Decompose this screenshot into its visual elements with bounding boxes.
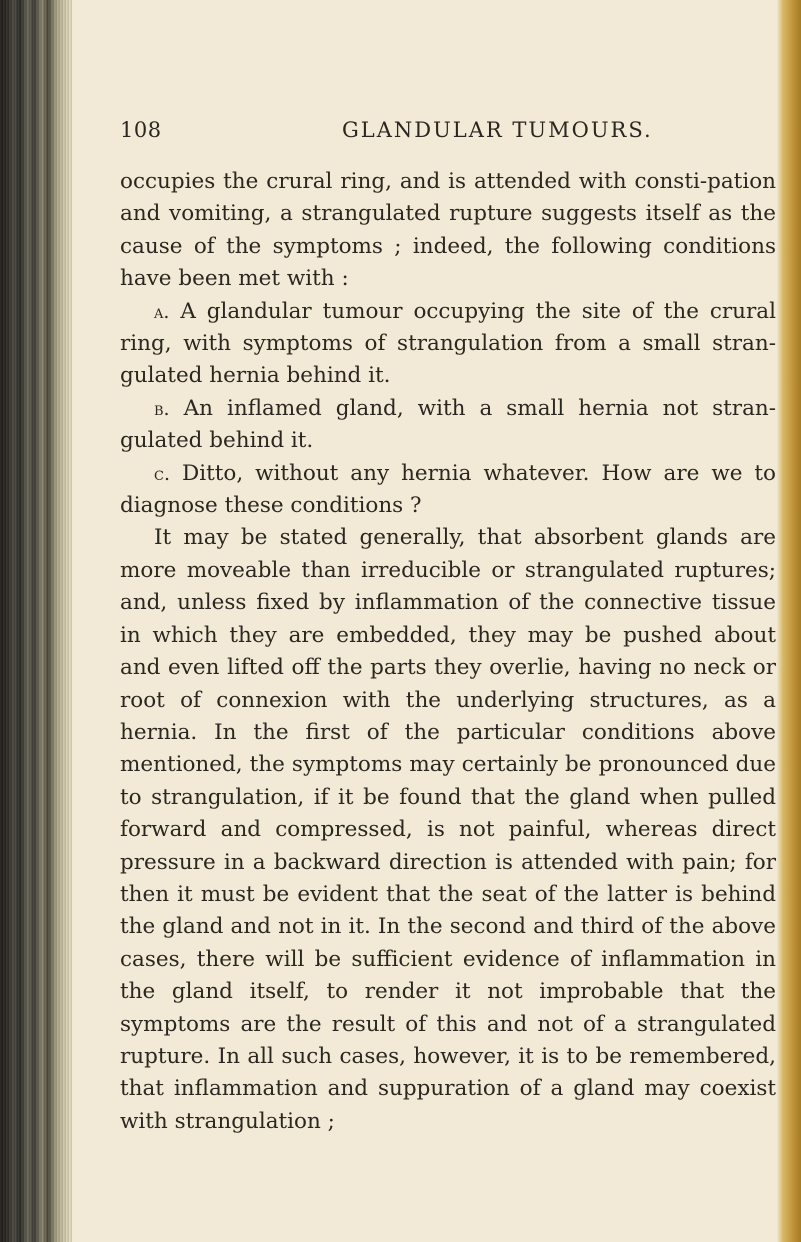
- paragraph-diagnosis: [120, 522, 776, 1138]
- running-head: GLANDULAR TUMOURS.: [342, 118, 653, 142]
- paragraph-text: An inflamed gland, with a small hernia not stran-gulated behind it.: [120, 395, 776, 454]
- paragraph-text: A glandular tumour occupying the site of the crural ring, with symptoms of strangulation from a small stran-gulated hernia behind it.: [120, 298, 777, 389]
- binding-texture: [0, 0, 72, 1242]
- page-header: [120, 118, 776, 144]
- book-page: [120, 118, 776, 1138]
- paragraph-case-c: [120, 458, 776, 523]
- case-marker-b: b.: [154, 397, 170, 420]
- case-marker-a: a.: [154, 300, 170, 323]
- paragraph-text: occupies the crural ring, and is attended with consti-pation and vomiting, a strangulated rupture suggests itself as the cause of the symptoms ; indeed, the following conditions have been met with :: [120, 169, 776, 292]
- paragraph-case-b: [120, 393, 776, 458]
- paragraph-text: Ditto, without any hernia whatever. How are we to diagnose these conditions ?: [120, 460, 777, 519]
- page-number: 108: [120, 118, 162, 142]
- case-marker-c: c.: [154, 462, 170, 485]
- page-edge-right: [777, 0, 801, 1242]
- body-text: [120, 166, 776, 1138]
- paragraph-text: It may be stated generally, that absorbent glands are more moveable than irreducible or strangulated ruptures; and, unless fixed by inflammation of the connective tissue in which they are embedded, they may be pushed about and even lifted off the parts they overlie, having no neck or root of connexion with the underlying structures, as a hernia. In the first of the particular conditions above mentioned, the symptoms may certainly be pronounced due to strangulation, if it be found that the gland when pulled forward and compressed, is not painful, whereas direct pressure in a backward direction is attended with pain; for then it must be evident that the seat of the latter is behind the gland and not in it. In the second and third of the above cases, there will be sufficient evidence of inflammation in the gland itself, to render it not improbable that the symptoms are the result of this and not of a strangulated rupture. In all such cases, however, it is to be remembered, that inflammation and suppuration of a gland may coexist with strangulation ;: [120, 525, 776, 1134]
- paragraph-case-a: [120, 296, 776, 393]
- paragraph-continuation: [120, 166, 776, 296]
